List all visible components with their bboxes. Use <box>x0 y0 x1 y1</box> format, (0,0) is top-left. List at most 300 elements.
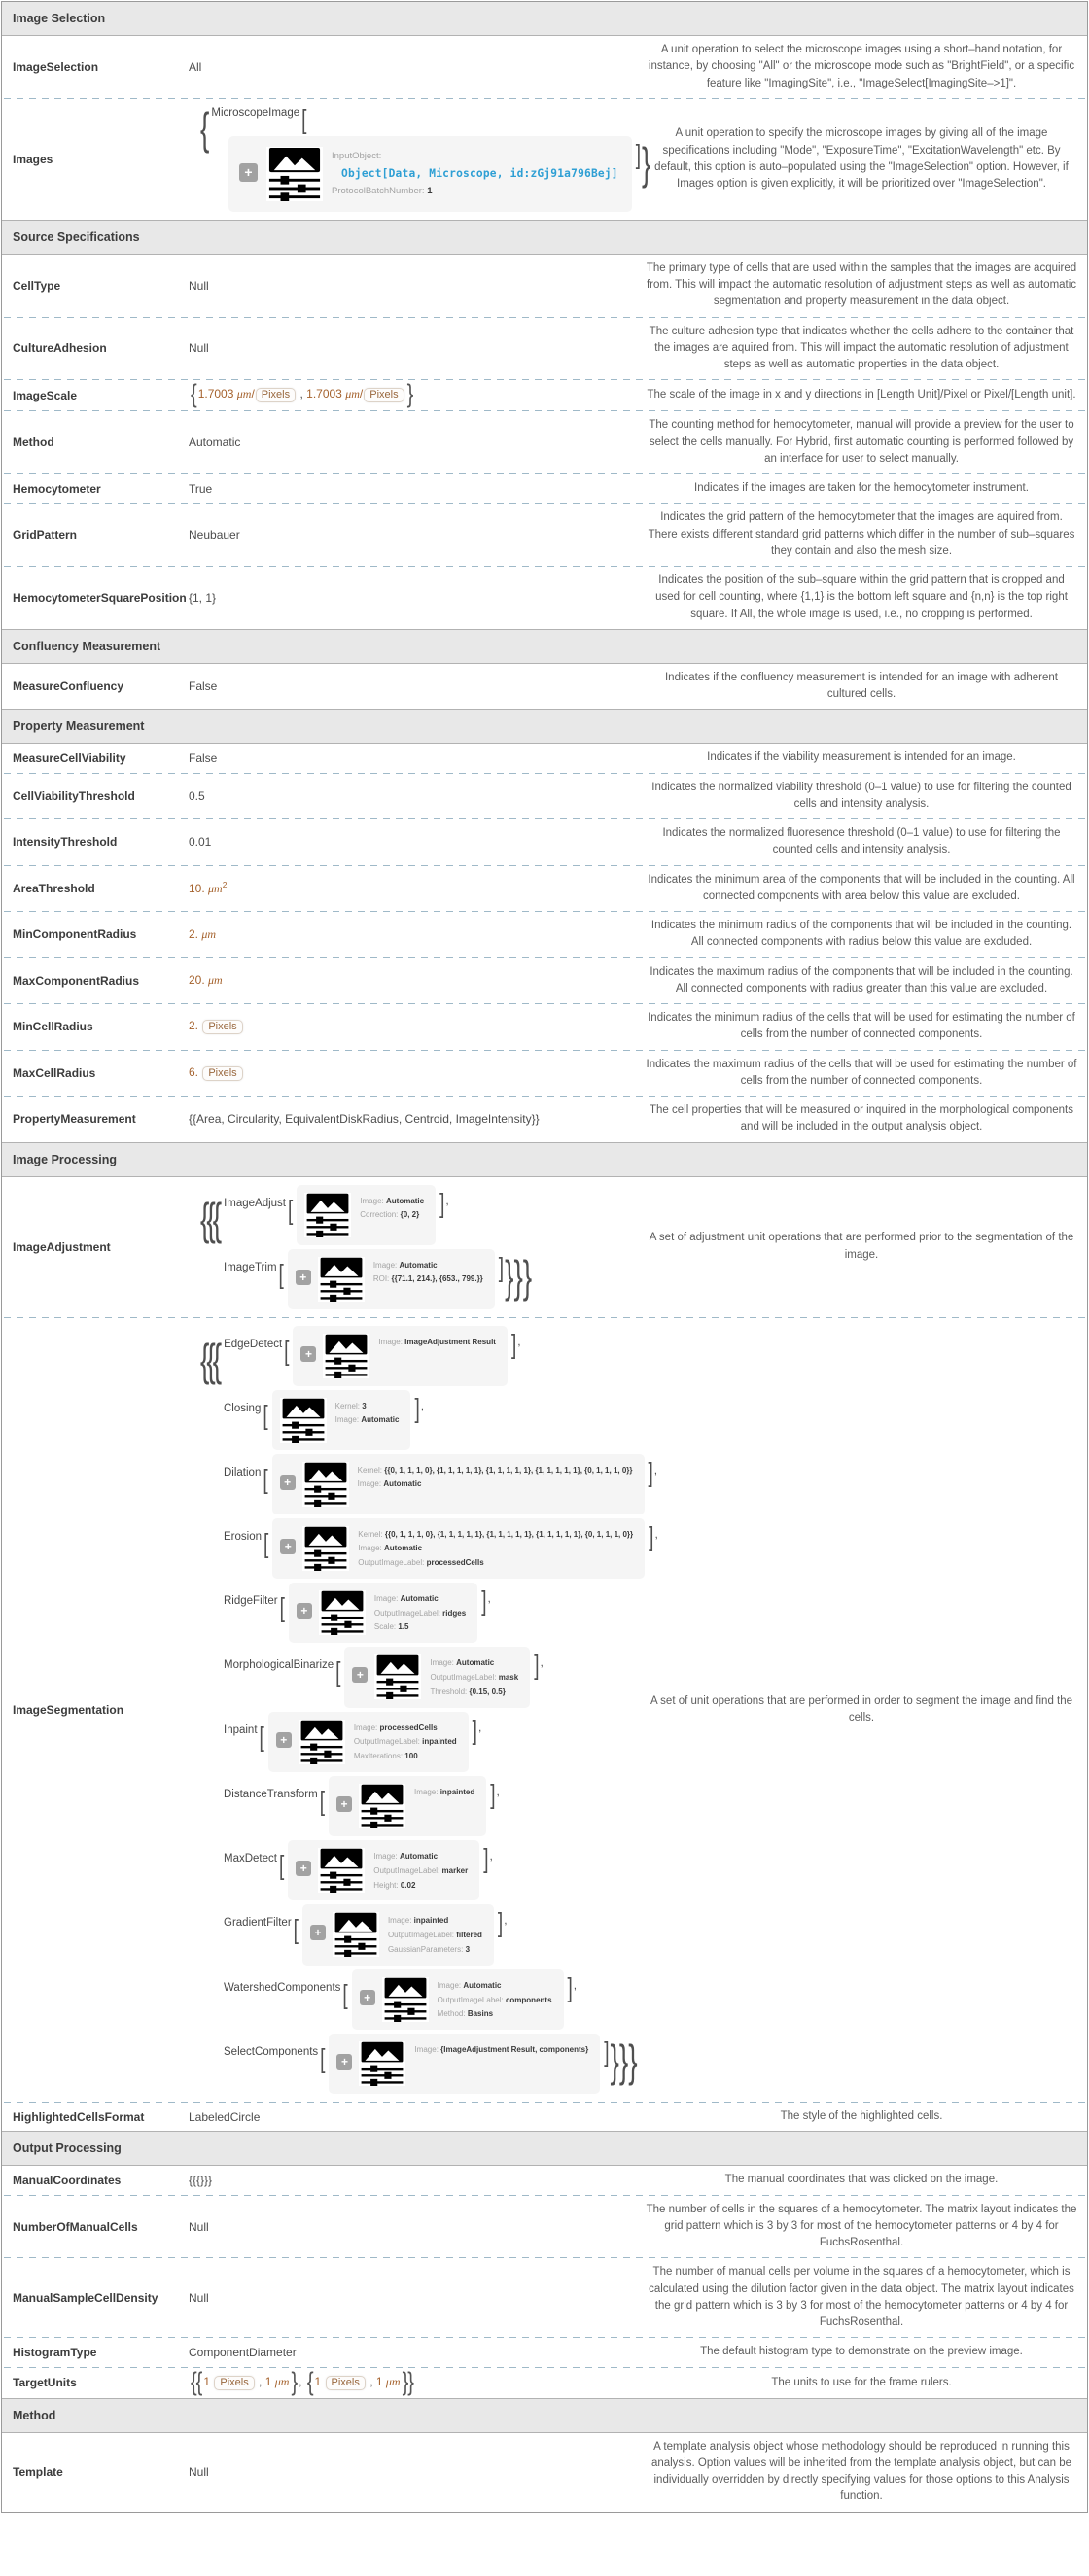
value-text: Null <box>189 278 209 293</box>
call-open <box>222 1787 326 1818</box>
unit-operation-fields <box>430 1654 518 1699</box>
unit-symbol: μm <box>201 926 217 941</box>
quantity-value: 1 <box>203 2374 214 2388</box>
option-value <box>189 380 642 409</box>
function-name: MicroscopeImage <box>211 106 300 119</box>
option-description: A set of unit operations that are performed in order to segment the image and find the cells. <box>650 1694 1073 1723</box>
field-value: 1 <box>427 186 433 196</box>
section-body <box>2 255 1087 629</box>
comma-glyph: , <box>504 1913 508 1928</box>
section-body <box>2 2166 1087 2397</box>
bracket-glyph: ] <box>567 1973 573 2003</box>
field-line <box>332 149 618 165</box>
call-close <box>482 1844 493 1875</box>
option-value <box>189 1019 642 1034</box>
option-description: The units to use for the frame rulers. <box>771 2376 952 2388</box>
expand-plus-icon[interactable]: + <box>300 1346 316 1362</box>
option-value <box>189 1112 642 1126</box>
field-value: components <box>505 1995 552 2004</box>
option-value <box>189 2110 642 2124</box>
field-label: InputObject: <box>332 150 382 161</box>
bracket-glyph: ] <box>439 1189 445 1219</box>
call-line <box>222 1390 642 1450</box>
field-value: Automatic <box>361 1415 400 1425</box>
call-open <box>200 1335 290 1385</box>
call-line <box>222 1776 642 1836</box>
option-row <box>2 474 1087 503</box>
options-table <box>1 1 1088 2513</box>
function-name: SelectComponents <box>224 2046 319 2059</box>
unit-symbol: μm <box>208 882 223 896</box>
value-text: 0.5 <box>189 788 205 803</box>
option-value <box>189 528 642 541</box>
quantity-value: / <box>251 387 255 401</box>
section-body <box>2 1177 1087 2132</box>
unit-operation-fields <box>388 1912 482 1957</box>
call-close <box>498 1251 532 1302</box>
option-value <box>189 927 642 942</box>
field-label: Method: <box>437 2009 466 2019</box>
call-close <box>510 1330 521 1360</box>
superscript-exponent: 2 <box>222 880 228 890</box>
field-label: Image: <box>414 2045 439 2055</box>
value-text: Null <box>189 2465 209 2480</box>
field-line <box>374 1607 466 1621</box>
bracket-glyph: [ <box>342 1980 348 2010</box>
unit-operation-fields <box>360 1193 424 1224</box>
quantity-value: 1 <box>375 2374 386 2388</box>
field-value: Automatic <box>383 1544 423 1553</box>
field-label: Kernel: <box>334 1401 360 1410</box>
expand-plus-icon[interactable]: + <box>336 2054 352 2070</box>
bracket-glyph: ] <box>604 2037 610 2069</box>
bracket-glyph: ] <box>510 1330 517 1360</box>
field-value: inpainted <box>439 1788 475 1797</box>
field-label: Image: <box>372 1260 398 1270</box>
option-row <box>2 1051 1087 1097</box>
field-label: Image: <box>353 1723 378 1732</box>
value-text: {1, 1} <box>189 590 217 605</box>
brace-glyph: {{ <box>191 2367 202 2397</box>
expand-plus-icon[interactable]: + <box>276 1732 292 1748</box>
bracket-glyph: ] <box>498 1253 505 1283</box>
section-header: Property Measurement <box>2 709 1087 744</box>
field-label: ProtocolBatchNumber: <box>332 186 425 196</box>
field-line <box>373 1259 483 1273</box>
expand-plus-icon[interactable]: + <box>280 1475 296 1490</box>
quantity-value: 1.7003 <box>197 387 237 401</box>
field-label: Kernel: <box>357 1465 382 1475</box>
option-description: Indicates the minimum radius of the components that will be included in the counting. All connected components with radius below this value are excluded. <box>650 920 1072 949</box>
unit-operation-fields <box>332 147 618 200</box>
brace-glyph: } <box>618 2036 626 2087</box>
object-reference: Object[Data, Microscope, id:zGj91a796Bej] <box>341 167 618 181</box>
field-label: Image: <box>378 1337 403 1346</box>
bracket-glyph: [ <box>301 105 307 135</box>
option-row <box>2 912 1087 957</box>
field-value: Basins <box>467 2009 494 2019</box>
field-label: OutputImageLabel: <box>353 1737 420 1747</box>
option-description: Indicates if the confluency measurement is intended for an image with adherent cultured cells. <box>664 671 1058 700</box>
separator-text: , <box>299 2374 305 2388</box>
field-line <box>335 1413 400 1428</box>
option-row <box>2 1177 1087 1317</box>
function-name: Dilation <box>224 1466 262 1479</box>
unit-symbol: μm <box>385 2374 401 2388</box>
option-description: Indicates the grid pattern of the hemocytometer that the images are aquired from. There exists different standard grid patterns which differ in the number of sub–squares they contain and also the mesh size. <box>648 511 1075 557</box>
field-label: Scale: <box>373 1622 397 1632</box>
brace-glyph: } <box>628 2036 635 2087</box>
field-line <box>438 1994 552 2008</box>
unit-operation-box <box>272 1390 411 1450</box>
function-name: GradientFilter <box>224 1917 292 1930</box>
image-thumbnail-icon <box>374 1654 421 1699</box>
brace-glyph: { <box>191 380 196 409</box>
call-open <box>222 1657 341 1688</box>
option-name: HistogramType <box>13 2346 97 2360</box>
field-value: 1.5 <box>398 1622 409 1632</box>
option-row <box>2 2103 1087 2131</box>
separator-text: , <box>297 387 307 401</box>
comma-glyph: , <box>477 1720 482 1734</box>
option-description: The number of manual cells per volume in the squares of a hemocytometer, which is calculated using the dilution factor given in the data object. The matrix layout indicates the grid pattern which is 3 by 3 for most of the hemocytometer patterns or 4 by 4 for FuchsRosenthal. <box>649 2266 1074 2329</box>
field-value: {{71.1, 214.}, {653., 799.}} <box>391 1274 483 1284</box>
field-line <box>360 1208 424 1223</box>
call-close <box>648 1458 658 1488</box>
field-value: processedCells <box>379 1723 438 1732</box>
option-value <box>189 1065 642 1081</box>
quantity-value: 1.7003 <box>306 387 346 401</box>
unit-symbol: μm <box>274 2374 290 2388</box>
unit-operation-box <box>293 1326 508 1386</box>
field-value: Automatic <box>385 1196 425 1205</box>
image-thumbnail-icon <box>318 1848 365 1893</box>
option-value <box>189 2174 642 2187</box>
brace-glyph: } <box>522 1251 530 1302</box>
value-text: False <box>189 750 218 765</box>
brace-glyph: }} <box>402 2367 413 2397</box>
call-open <box>222 1980 349 2010</box>
call-line <box>222 2034 642 2094</box>
option-description: The number of cells in the squares of a hemocytometer. The matrix layout indicates the grid pattern which is 3 by 3 for most of the hemocytometer patterns or 4 by 4 for FuchsRosenthal. <box>646 2203 1077 2249</box>
field-line <box>373 1864 468 1879</box>
bracket-glyph: [ <box>284 1337 290 1367</box>
option-value <box>189 279 642 293</box>
field-value: {0.15, 0.5} <box>469 1687 506 1696</box>
field-value: {{0, 1, 1, 1, 0}, {1, 1, 1, 1, 1}, {1, 1, 1, 1, 1}, {1, 1, 1, 1, 1}, {0, 1, 1, 1, 0}} <box>384 1465 633 1475</box>
unit-operation-box <box>329 1776 486 1836</box>
section-body <box>2 2433 1087 2512</box>
call-open <box>222 1260 285 1290</box>
unit-operation-fields <box>378 1334 496 1350</box>
brace-glyph: } <box>505 1251 511 1302</box>
field-line <box>388 1914 482 1929</box>
brace-glyph: } <box>406 380 413 409</box>
option-name: ImageSegmentation <box>13 1702 124 1717</box>
option-row <box>2 1097 1087 1142</box>
section-body <box>2 36 1087 220</box>
expand-plus-icon[interactable]: + <box>280 1539 296 1554</box>
field-value: Automatic <box>399 1852 439 1862</box>
call-line <box>200 103 649 212</box>
field-label: Image: <box>437 1980 462 1990</box>
function-name: MorphologicalBinarize <box>224 1659 334 1672</box>
option-value <box>189 679 642 693</box>
call-open <box>222 1593 286 1623</box>
option-name: NumberOfManualCells <box>13 2219 138 2234</box>
option-row <box>2 744 1087 772</box>
image-thumbnail-icon <box>302 1462 349 1507</box>
expand-plus-icon[interactable]: + <box>310 1925 326 1940</box>
call-open <box>222 1465 269 1495</box>
comma-glyph: , <box>445 1193 449 1207</box>
option-row <box>2 958 1087 1004</box>
bracket-glyph: [ <box>263 1401 268 1431</box>
field-label: Image: <box>373 1593 399 1603</box>
field-line <box>430 1656 518 1671</box>
option-name: ManualSampleCellDensity <box>13 2290 158 2305</box>
field-label: OutputImageLabel: <box>373 1865 440 1875</box>
function-name: ImageAdjust <box>224 1197 286 1209</box>
option-description: Indicates if the images are taken for the hemocytometer instrument. <box>694 482 1029 494</box>
field-label: OutputImageLabel: <box>430 1673 497 1683</box>
field-label: Image: <box>373 1852 398 1862</box>
bracket-glyph: ] <box>490 1780 496 1811</box>
call-line <box>222 1647 642 1707</box>
unit-chip: Pixels <box>202 1066 242 1081</box>
function-name: DistanceTransform <box>224 1789 318 1801</box>
field-label: OutputImageLabel: <box>437 1995 504 2004</box>
field-value: 3 <box>465 1945 471 1955</box>
option-value <box>189 1181 642 1313</box>
bracket-glyph: ] <box>497 1909 504 1939</box>
option-row <box>2 255 1087 317</box>
field-line <box>388 1929 482 1943</box>
quantity-value: 6. <box>189 1064 202 1079</box>
option-row <box>2 36 1087 98</box>
option-description: A template analysis object whose methodology should be reproduced in running this analysis. Option values will be inherited from the template analysis object, but can be individually overridden by directly specifying values for those options to this Analysis function. <box>650 2440 1072 2503</box>
option-value <box>189 880 642 896</box>
option-name: Template <box>13 2465 63 2480</box>
expand-plus-icon[interactable]: + <box>296 1270 311 1285</box>
option-row <box>2 567 1087 629</box>
function-name: RidgeFilter <box>224 1594 278 1607</box>
function-name: Closing <box>224 1402 262 1414</box>
unit-operation-fields <box>414 2041 588 2058</box>
call-open <box>200 103 642 154</box>
field-label: MaxIterations: <box>353 1752 404 1761</box>
quantity-value: 2. <box>189 1019 202 1033</box>
option-name: CultureAdhesion <box>13 341 107 356</box>
field-line <box>430 1686 518 1700</box>
call-open <box>222 1723 265 1753</box>
option-name: IntensityThreshold <box>13 835 118 850</box>
unit-operation-fields <box>374 1590 466 1635</box>
section-body <box>2 744 1087 1141</box>
call-open <box>200 1194 294 1244</box>
call-close <box>439 1189 449 1219</box>
option-name: ImageSelection <box>13 59 99 74</box>
field-label: Image: <box>430 1658 454 1668</box>
bracket-glyph: ] <box>649 1522 654 1552</box>
bracket-glyph: ] <box>534 1651 540 1682</box>
field-line <box>358 1556 633 1571</box>
field-label: Height: <box>373 1880 399 1890</box>
option-value <box>189 2291 642 2305</box>
image-thumbnail-icon <box>319 1590 366 1635</box>
comma-glyph: , <box>573 1977 578 1992</box>
option-name: MaxCellRadius <box>13 1065 96 1080</box>
option-name: Images <box>13 152 53 166</box>
field-label: OutputImageLabel: <box>373 1608 440 1618</box>
field-line <box>438 2007 552 2022</box>
field-label: Image: <box>414 1788 439 1797</box>
bracket-glyph: [ <box>259 1723 264 1753</box>
field-value: 3 <box>362 1401 367 1410</box>
value-text: {{Area, Circularity, EquivalentDiskRadius, Centroid, ImageIntensity}} <box>189 1112 540 1127</box>
bracket-glyph: [ <box>288 1196 294 1226</box>
unit-operation-fields <box>438 1977 552 2022</box>
field-line <box>430 1671 518 1686</box>
comma-glyph: , <box>653 1462 658 1477</box>
call-line <box>222 1518 658 1579</box>
expand-plus-icon[interactable]: + <box>297 1603 312 1619</box>
field-line <box>332 164 618 184</box>
bracket-glyph: [ <box>319 1787 325 1818</box>
option-value <box>189 435 642 449</box>
function-name: Inpaint <box>224 1723 258 1736</box>
expand-plus-icon[interactable]: + <box>239 163 258 182</box>
option-name: MeasureCellViability <box>13 750 126 765</box>
bracket-glyph: [ <box>263 1529 269 1559</box>
field-value: {0, 2} <box>400 1210 420 1220</box>
expand-plus-icon[interactable]: + <box>296 1861 311 1876</box>
call-close <box>472 1716 482 1746</box>
option-name: TargetUnits <box>13 2376 77 2390</box>
option-row <box>2 380 1087 410</box>
image-thumbnail-icon <box>333 1912 379 1957</box>
option-name: PropertyMeasurement <box>13 1112 136 1127</box>
call-line <box>222 1840 642 1900</box>
option-description: The default histogram type to demonstrate on the preview image. <box>700 2346 1023 2358</box>
image-thumbnail-icon <box>382 1977 429 2022</box>
option-value <box>189 2367 642 2397</box>
option-description: The primary type of cells that are used within the samples that the images are acquired from. This will impact the automatic resolution of adjustment steps as well as automatic segmentation and property measurement in the data object. <box>646 261 1077 308</box>
option-description: The style of the highlighted cells. <box>780 2110 943 2123</box>
call-close <box>533 1651 544 1682</box>
option-value <box>189 341 642 355</box>
field-label: OutputImageLabel: <box>387 1931 454 1940</box>
value-text: Null <box>189 2290 209 2305</box>
option-row <box>2 2166 1087 2194</box>
option-name: ImageScale <box>13 388 78 402</box>
field-label: Image: <box>334 1415 360 1425</box>
image-thumbnail-icon <box>280 1398 327 1443</box>
option-value <box>189 1322 658 2099</box>
option-row <box>2 504 1087 566</box>
comma-glyph: , <box>517 1334 521 1348</box>
unit-chip: Pixels <box>364 388 404 402</box>
field-line <box>358 1464 633 1479</box>
call-line <box>222 1454 658 1514</box>
field-value: ImageAdjustment Result <box>404 1337 496 1346</box>
brace-glyph: { <box>200 103 207 154</box>
unit-operation-fields <box>354 1720 457 1764</box>
option-name: MinComponentRadius <box>13 927 137 942</box>
option-name: ImageAdjustment <box>13 1239 111 1254</box>
field-value: Automatic <box>400 1593 439 1603</box>
field-value: mask <box>498 1673 519 1683</box>
option-value <box>189 973 642 988</box>
bracket-glyph: [ <box>263 1465 268 1495</box>
value-text: True <box>189 481 213 496</box>
brace-glyph: } <box>513 1251 520 1302</box>
image-thumbnail-icon <box>359 2041 405 2086</box>
option-description: The cell properties that will be measured or inquired in the morphological components and will be included in the output analysis object. <box>650 1104 1073 1133</box>
unit-operation-box <box>289 1583 477 1643</box>
field-value: {{0, 1, 1, 1, 0}, {1, 1, 1, 1, 1}, {1, 1, 1, 1, 1}, {1, 1, 1, 1, 1}, {0, 1, 1, 1, 0}} <box>384 1529 634 1539</box>
expand-plus-icon[interactable]: + <box>360 1990 375 2005</box>
field-line <box>358 1542 633 1556</box>
call-close <box>635 138 651 189</box>
separator-text: , <box>255 2374 265 2388</box>
expand-plus-icon[interactable]: + <box>352 1667 368 1683</box>
image-thumbnail-icon <box>318 1257 365 1302</box>
option-row <box>2 2433 1087 2512</box>
section-header: Output Processing <box>2 2131 1087 2166</box>
field-line <box>335 1400 400 1414</box>
call-close <box>603 2036 637 2087</box>
field-value: Automatic <box>383 1479 422 1489</box>
comma-glyph: , <box>487 1590 491 1605</box>
unit-operation-box <box>329 2034 600 2094</box>
section-header: Method <box>2 2398 1087 2433</box>
value-text: Null <box>189 341 209 356</box>
option-description: Indicates if the viability measurement is intended for an image. <box>707 751 1016 764</box>
field-line <box>360 1195 424 1209</box>
field-line <box>388 1943 482 1958</box>
comma-glyph: , <box>496 1785 500 1799</box>
call-close <box>413 1394 425 1424</box>
option-description: A set of adjustment unit operations that are performed prior to the segmentation of the image. <box>649 1232 1074 1261</box>
option-description: The culture adhesion type that indicates whether the cells adhere to the container that the images are aquired from. This will impact the automatic resolution of adjustment steps as well as automatic properties in the data object. <box>649 325 1074 370</box>
quantity-value: 10. <box>189 882 209 896</box>
bracket-glyph: ] <box>414 1394 420 1424</box>
call-close <box>648 1522 658 1552</box>
field-value: ridges <box>442 1608 467 1618</box>
unit-operation-box <box>228 136 632 212</box>
call-line <box>222 1904 642 1965</box>
expand-plus-icon[interactable]: + <box>336 1796 352 1812</box>
brace-glyph: { <box>306 2367 313 2397</box>
unit-operation-box <box>352 1969 564 2030</box>
field-line <box>358 1478 633 1492</box>
section-header: Image Selection <box>2 2 1087 36</box>
field-line <box>354 1750 457 1764</box>
field-label: Correction: <box>360 1210 399 1220</box>
unit-operation-box <box>272 1518 645 1579</box>
brace-glyph: } <box>291 2367 298 2397</box>
image-thumbnail-icon <box>323 1334 369 1378</box>
option-description: A unit operation to specify the microscope images by giving all of the image specifications including "Mode", "ExposureTime", "ExcitationWavelength" etc. By default, this option is auto–populated using the "ImageSelection" option. However, if Images option is given explicitly, it will be prioritized over "ImageSelection". <box>654 127 1069 190</box>
brace-glyph: {{{ <box>200 1335 220 1385</box>
unit-chip: Pixels <box>202 1020 242 1034</box>
field-label: Image: <box>358 1544 382 1553</box>
field-value: {ImageAdjustment Result, components} <box>440 2045 589 2055</box>
bracket-glyph: ] <box>472 1716 477 1746</box>
option-name: MaxComponentRadius <box>13 973 140 988</box>
field-line <box>354 1735 457 1750</box>
